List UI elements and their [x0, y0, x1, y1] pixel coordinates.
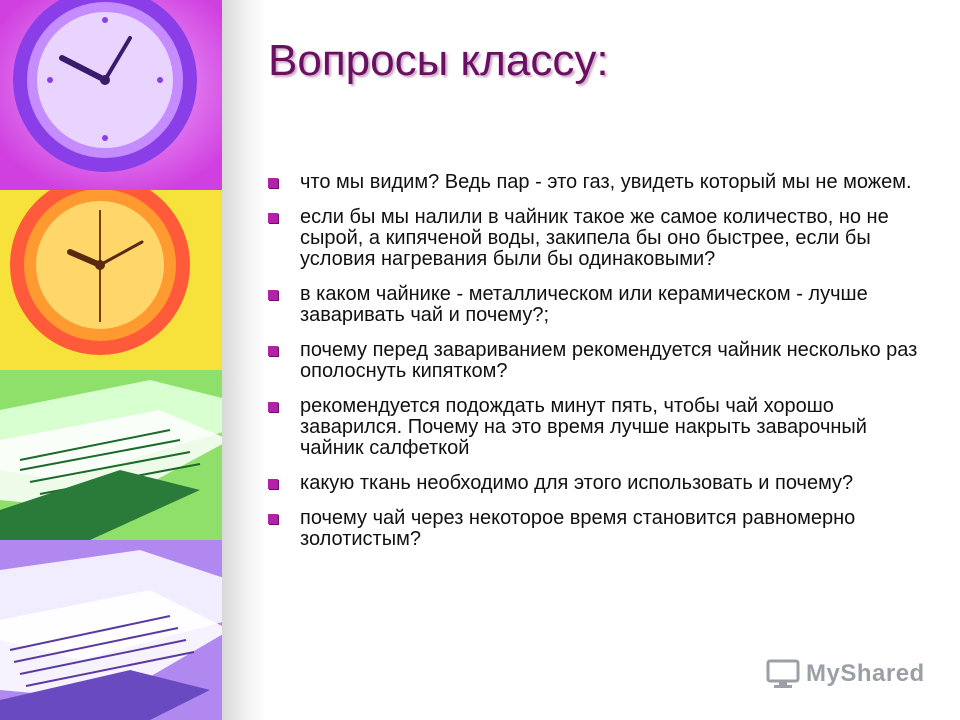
- list-item: [268, 396, 928, 459]
- list-item-text: почему чай через некоторое время становится равномерно золотистым?: [300, 507, 856, 550]
- purple-papers-image: [0, 540, 230, 720]
- list-item-text: если бы мы налили в чайник такое же самое количество, но не сырой, а кипяченой воды, закипела бы оно быстрее, если бы условия нагревания были бы одинаковыми?: [300, 206, 889, 270]
- list-item: [268, 473, 928, 494]
- list-item: [268, 172, 928, 193]
- green-papers-image: [0, 370, 230, 540]
- list-item-text: рекомендуется подождать минут пять, чтобы чай хорошо заварился. Почему на это время лучше накрыть заварочный чайник салфеткой: [300, 395, 867, 459]
- decorative-photo-strip: [0, 0, 230, 720]
- orange-clock-image: [0, 190, 230, 370]
- list-item: [268, 284, 928, 326]
- square-bullet-icon: [268, 178, 278, 188]
- list-item: [268, 508, 928, 550]
- list-item-text: что мы видим? Ведь пар - это газ, увидеть который мы не можем.: [300, 171, 912, 193]
- square-bullet-icon: [268, 346, 278, 356]
- square-bullet-icon: [268, 479, 278, 489]
- list-item-text: какую ткань необходимо для этого использовать и почему?: [300, 472, 854, 494]
- question-list: [268, 172, 928, 564]
- watermark-brand: MyShared: [806, 660, 925, 687]
- list-item-text: почему перед завариванием рекомендуется чайник несколько раз ополоснуть кипятком?: [300, 339, 918, 382]
- list-item: [268, 207, 928, 270]
- strip-shadow: [222, 0, 266, 720]
- monitor-icon: [766, 659, 800, 689]
- square-bullet-icon: [268, 402, 278, 412]
- square-bullet-icon: [268, 213, 278, 223]
- myshared-watermark: [766, 654, 925, 694]
- square-bullet-icon: [268, 514, 278, 524]
- list-item: [268, 340, 928, 382]
- purple-clock-image: [0, 0, 230, 190]
- list-item-text: в каком чайнике - металлическом или керамическом - лучше заваривать чай и почему?;: [300, 283, 868, 326]
- slide-title: Вопросы классу:: [268, 36, 609, 85]
- square-bullet-icon: [268, 290, 278, 300]
